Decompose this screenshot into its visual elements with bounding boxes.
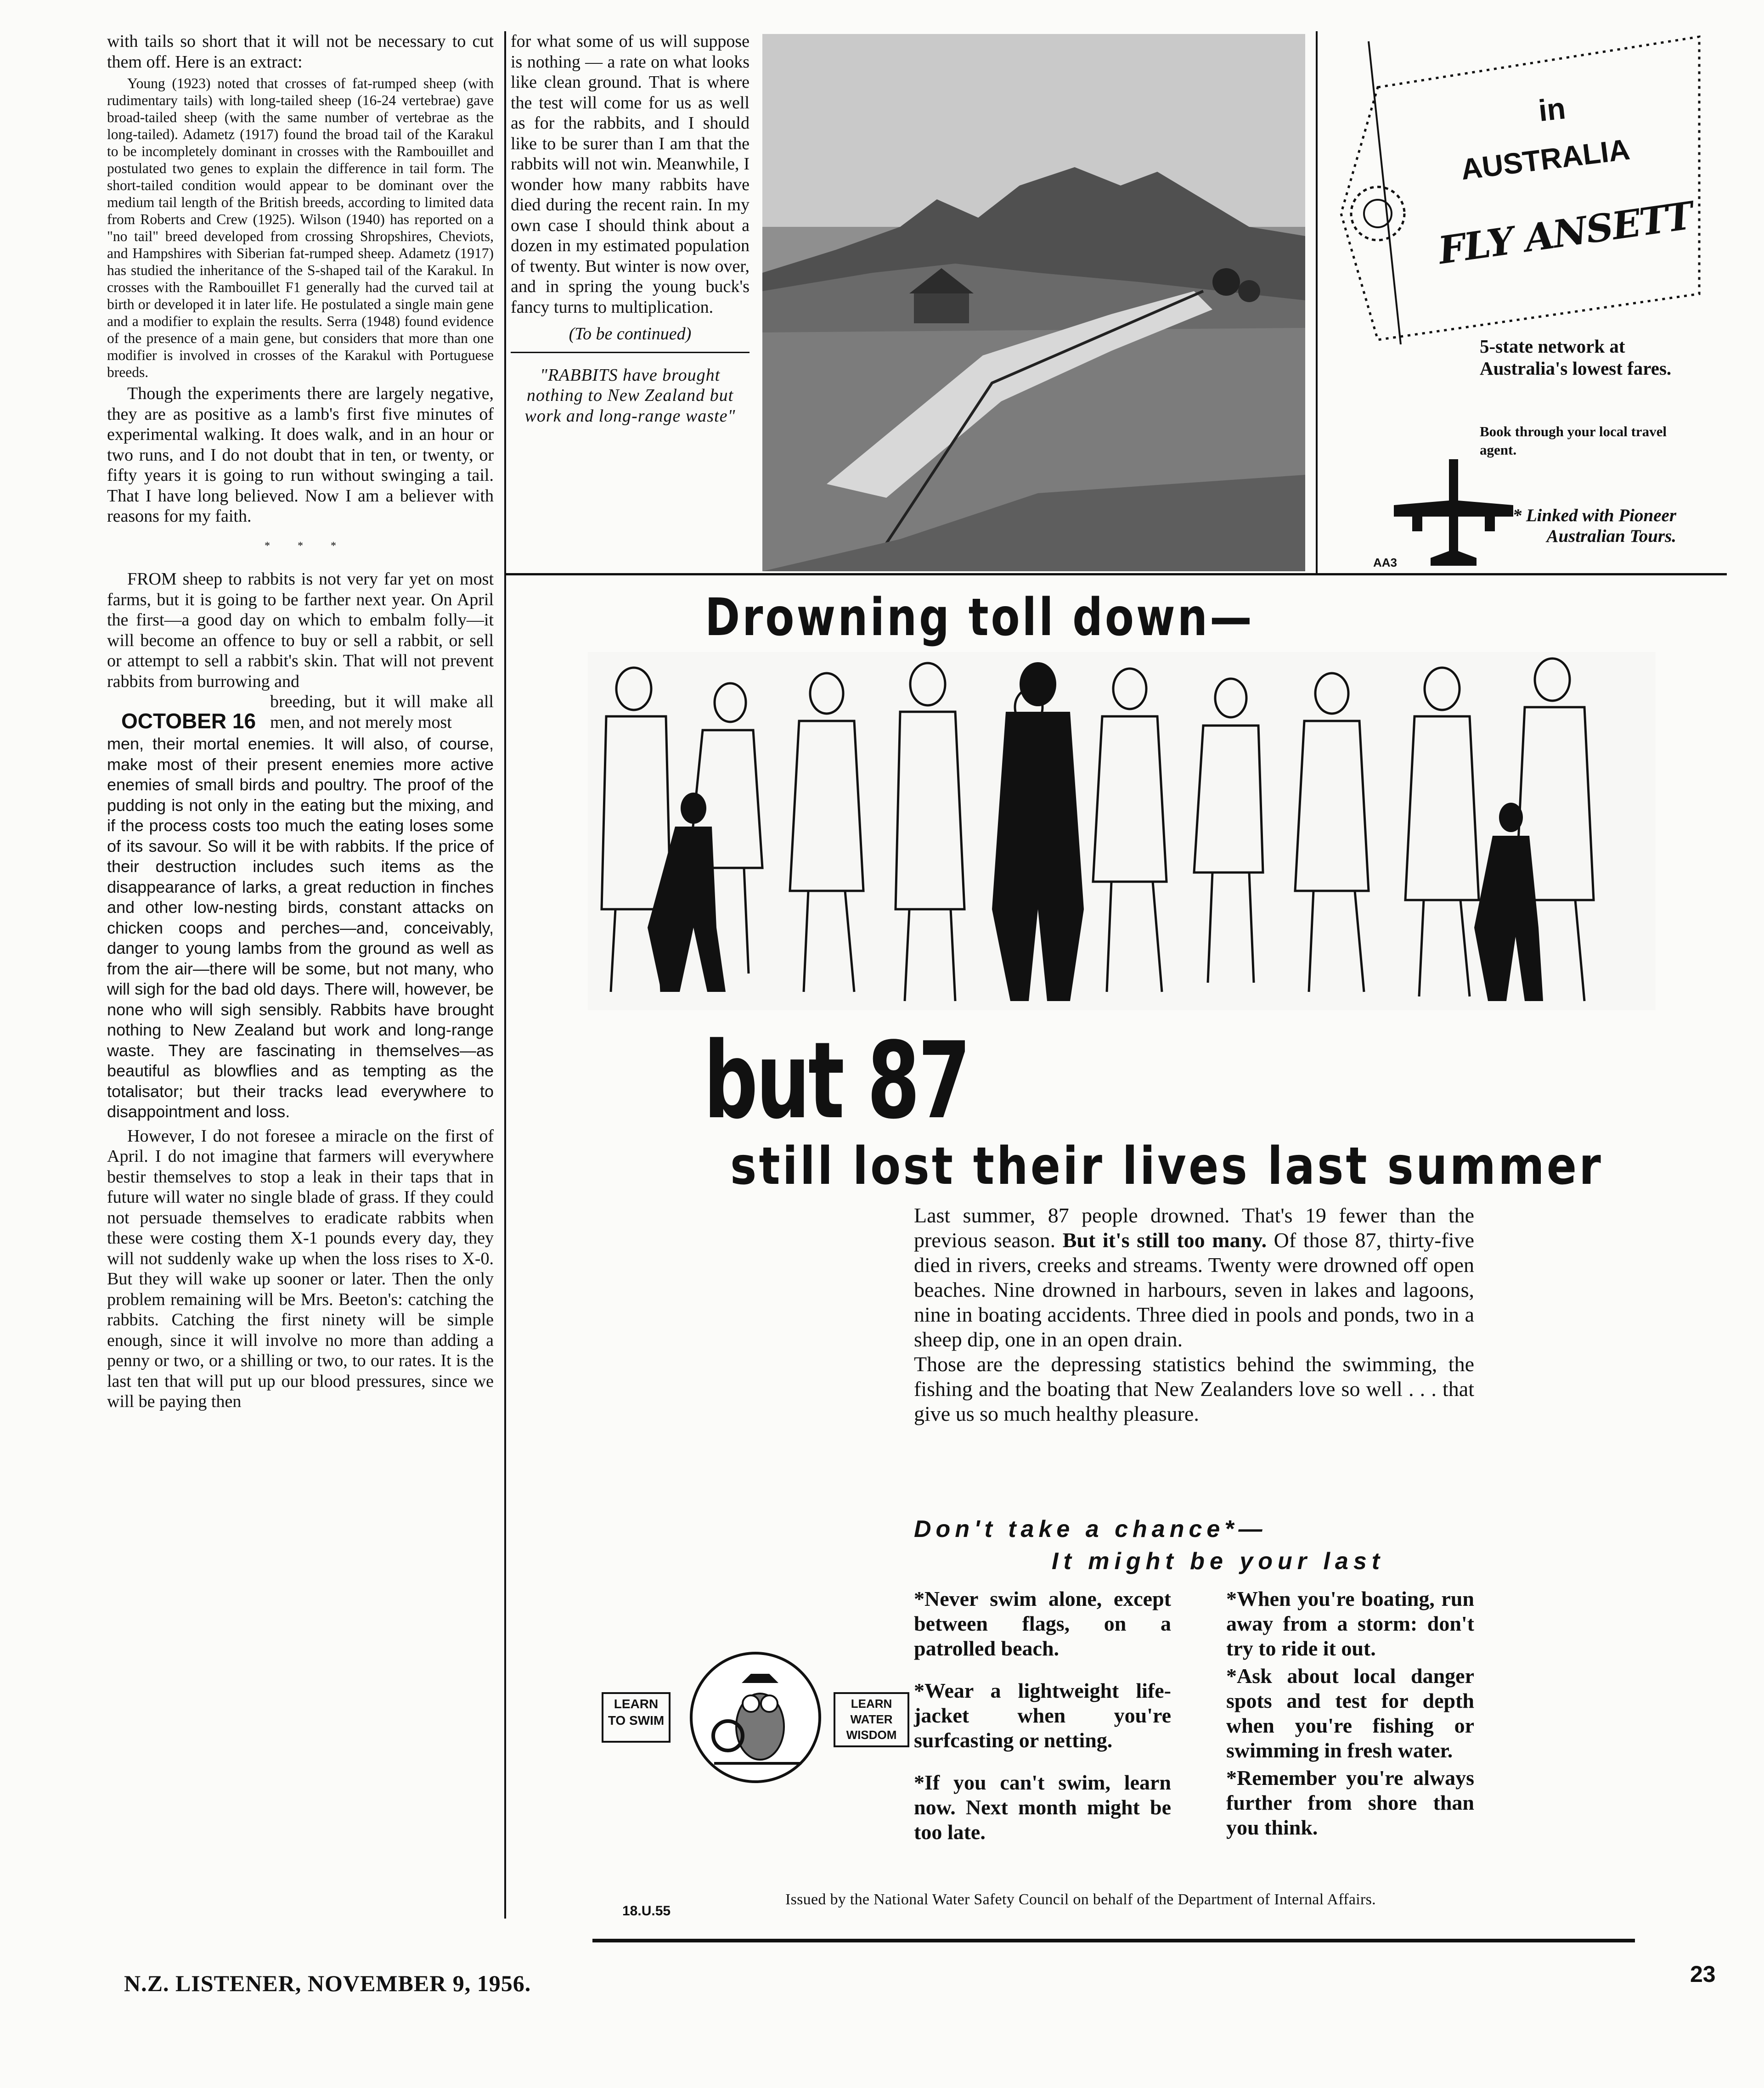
- ansett-code: AA3: [1373, 556, 1398, 569]
- col1-para4: However, I do not foresee a miracle on the first of April. I do not imagine that farmers will everywhere bestir themselves to stop a leak in their taps that in future will water no single blade of grass. If they could not persuade themselves to eradicate rabbits when these were costing them X-1 pounds every day, they will not suddenly wake up when the loss rises to X-0. But they will wake up sooner or later. Then the only problem remaining will be Mrs. Beeton's: catching the rabbits. Catching the first ninety will be simple enough, since it will involve no more than adding a penny or two, or a shilling or two, to our rates. It is the last ten that will put up our blood pressures, since we will be paying then: [107, 1126, 494, 1411]
- top-band-rule: [505, 573, 1727, 575]
- col1-para3-tail: men, their mortal enemies. It will also, of course, make most of their present enemies more active enemies of small birds and poultry. The proof of the pudding is not only in the eating but the mixing, and if the process costs too much the eating loses some of its savour. So will it be with rabbits. If the price of their destruction includes such items as the disappearance of larks, a great reduction in finches and other low-nesting birds, constant attacks on chicken coops and perches—and, conceivably, danger to young lambs from the ground as well as from the air—there will be some, but not many, who will sigh for the bad old days. There will, however, be none who will sigh sensibly. Rabbits have brought nothing to New Zealand but work and long-range waste. They are fascinating in themselves—as beautiful as blowflies and as tempting as the totalisator; but their tracks lead everywhere to disappointment and loss.: [107, 734, 494, 1121]
- page-number: 23: [1690, 1961, 1716, 1987]
- ansett-in: in: [1537, 91, 1567, 128]
- water-body-bold: But it's still too many.: [1062, 1228, 1267, 1252]
- owl-mascot-icon: [673, 1649, 838, 1786]
- tips-right: [1226, 1587, 1474, 1840]
- ansett-australia: AUSTRALIA: [1459, 132, 1632, 186]
- water-safety-badge: [602, 1649, 909, 1786]
- date-label: OCTOBER 16: [121, 709, 256, 733]
- luggage-tag-icon: [1323, 28, 1727, 344]
- ansett-network: 5-state network at Australia's lowest fares.: [1480, 336, 1672, 379]
- rabbit-fence-photo: [762, 34, 1305, 571]
- crowd-illustration: [588, 652, 1656, 1010]
- water-headline-3: still lost their lives last summer: [730, 1137, 1603, 1196]
- water-ad-issued: Issued by the National Water Safety Council on behalf of the Department of Internal Affairs.: [785, 1891, 1376, 1908]
- col1-intro: with tails so short that it will not be necessary to cut them off. Here is an extract:: [107, 32, 494, 72]
- photo-rule: [1316, 31, 1318, 573]
- ansett-brand: FLY ANSETT: [1436, 193, 1696, 273]
- ansett-ad: [1323, 28, 1727, 574]
- col1-para2: Though the experiments there are largely negative, they are as positive as a lamb's first five minutes of experimental walking. It does walk, and in an hour or two runs, and I do not doubt that in ten, or twenty, or fifty years it is going to run without swinging a tail. That I have long believed. Now I am a believer with reasons for my faith.: [107, 384, 494, 526]
- water-headline-2: but 87: [704, 1020, 969, 1142]
- photo-caption: "RABBITS have brought nothing to New Zealand but work and long-range waste": [524, 365, 736, 426]
- water-slogan-1: Don't take a chance*—: [914, 1516, 1267, 1542]
- people-crowd-image: [588, 652, 1656, 1010]
- col1-extract: Young (1923) noted that crosses of fat-rumped sheep (with rudimentary tails) with long-tailed sheep (16-24 vertebrae) gave broad-tailed sheep (with the same number of vertebrae as the long-tailed). Adametz (1917) found the broad tail of the Karakul to be incompletely dominant in crosses with the Rambouillet and postulated two genes to explain the difference in tail form. The short-tailed condition would appear to be dominant over the medium tail length of the British breeds, according to limited data from Roberts and Crew (1925). Wilson (1940) has reported on a "no tail" breed developed from crossing Shropshires, Cheviots, and Hampshires with Siberian fat-rumped sheep. Adametz (1917) has studied the inheritance of the S-shaped tail of the Karakul. In crosses with the Rambouillet F1 generally had the curved tail at birth or developed it in later life. He postulated a single main gene and a modifier to explain the results. Serra (1948) found evidence of the presence of a main gene, but considers that more than one modifier is involved in crosses of the Karakul with Portuguese breeds.: [107, 75, 494, 380]
- col1-para3-wrap: breeding, but it will make all men, and not merely most: [270, 692, 494, 732]
- landscape-image: [762, 34, 1305, 571]
- column-rule: [504, 31, 506, 1919]
- tip-life-jacket: *Wear a lightweight life-jacket when you're surfcasting or netting.: [914, 1679, 1171, 1752]
- ansett-linked: * Linked with Pioneer Australian Tours.: [1512, 506, 1676, 546]
- water-headline-1: Drowning toll down—: [705, 588, 1254, 647]
- masthead: N.Z. LISTENER, NOVEMBER 9, 1956.: [124, 1970, 531, 1996]
- continued-note: (To be continued): [569, 324, 692, 343]
- water-slogan-2: It might be your last: [1052, 1548, 1385, 1575]
- water-ad-bottom-rule: [592, 1939, 1635, 1942]
- water-body: [914, 1203, 1474, 1426]
- water-ad-code: 18.U.55: [622, 1903, 671, 1919]
- badge-learn-to-swim: LEARN TO SWIM: [602, 1692, 671, 1743]
- column-1: [107, 31, 494, 1412]
- tip-never-swim-alone: *Never swim alone, except between flags, on a patrolled beach.: [914, 1587, 1171, 1660]
- badge-learn-water-wisdom: LEARN WATER WISDOM: [834, 1692, 909, 1747]
- water-body-part2: Of those 87, thirty-five died in rivers, creeks and streams. Twenty were drowned off open beaches. Nine drowned in harbours, seven in lakes and lagoons, nine in boating accidents. Three died in pools and ponds, two in a sheep dip, one in an open drain.: [914, 1228, 1475, 1351]
- tips-left: [914, 1587, 1171, 1862]
- water-body-part1: Last summer, 87 people drowned. That's 19 fewer than the previous season.: [914, 1204, 1474, 1252]
- tip-further-from-shore: *Remember you're always further from shore than you think.: [1226, 1766, 1474, 1839]
- ansett-book: Book through your local travel agent.: [1480, 423, 1667, 458]
- col1-para3-head: FROM sheep to rabbits is not very far yet on most farms, but it is going to be farther next year. On April the first—a good day on which to embalm folly—it will become an offence to buy or sell a rabbit, or sell or attempt to sell a rabbit's skin. That will not prevent rabbits from burrowing and: [107, 569, 494, 691]
- col2-text: for what some of us will suppose is nothing — a rate on what looks like clean ground. That is where the test will come for us as well as for the rabbits, and I should like to be surer than I am that the rabbits will not win. Meanwhile, I wonder how many rabbits have died during the recent rain. In my own case I should think about a dozen in my estimated population of twenty. But winter is now over, and in spring the young buck's fancy turns to multiplication.: [511, 32, 750, 317]
- section-separator: * * *: [265, 540, 336, 552]
- tip-learn-now: *If you can't swim, learn now. Next month might be too late.: [914, 1771, 1171, 1844]
- column-2: [511, 31, 750, 426]
- water-body-para2: Those are the depressing statistics behind the swimming, the fishing and the boating that New Zealanders love so well . . . that give us so much healthy pleasure.: [914, 1352, 1474, 1425]
- tip-boating-storm: *When you're boating, run away from a storm: don't try to ride it out.: [1226, 1587, 1474, 1660]
- tip-local-danger: *Ask about local danger spots and test for depth when you're fishing or swimming in fresh water.: [1226, 1664, 1474, 1762]
